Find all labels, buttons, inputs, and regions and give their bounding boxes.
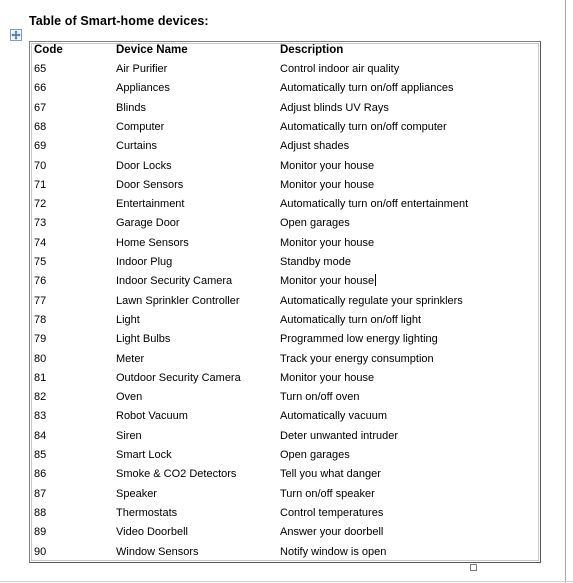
cell-device-name[interactable]: Light Bulbs — [116, 333, 171, 346]
cell-code[interactable]: 69 — [34, 140, 47, 153]
cell-device-name[interactable]: Blinds — [116, 101, 146, 114]
cell-code[interactable]: 82 — [34, 391, 47, 404]
cell-description[interactable]: Control temperatures — [280, 506, 384, 519]
cell-device-name[interactable]: Video Doorbell — [116, 526, 188, 539]
cell-description[interactable]: Standby mode — [280, 256, 351, 268]
cell-code[interactable]: 79 — [34, 333, 47, 346]
cell-description[interactable]: Automatically vacuum — [280, 410, 387, 423]
cell-device-name[interactable]: Home Sensors — [116, 236, 189, 249]
text-cursor — [375, 274, 376, 286]
table-row — [34, 157, 534, 176]
cell-description[interactable]: Open garages — [280, 449, 350, 461]
cell-device-name[interactable]: Indoor Plug — [116, 256, 173, 268]
cell-code[interactable]: 80 — [34, 352, 47, 365]
cell-description[interactable]: Track your energy consumption — [280, 352, 434, 365]
header-device-name: Device Name — [116, 44, 188, 56]
cell-code[interactable]: 73 — [34, 217, 47, 230]
cell-description[interactable]: Monitor your house — [280, 159, 375, 172]
cell-device-name[interactable]: Smart Lock — [116, 449, 172, 461]
cell-device-name[interactable]: Robot Vacuum — [116, 410, 188, 423]
cell-code[interactable]: 76 — [34, 275, 47, 288]
cell-description[interactable]: Open garages — [280, 217, 350, 230]
cell-device-name[interactable]: Air Purifier — [116, 63, 168, 75]
cell-code[interactable]: 86 — [34, 468, 47, 481]
table-resize-icon[interactable] — [470, 564, 477, 571]
page-edge — [565, 0, 566, 583]
table-row — [34, 137, 534, 156]
table-row — [34, 311, 534, 330]
table-row — [34, 350, 534, 369]
cell-description[interactable]: Adjust shades — [280, 140, 350, 153]
cell-description[interactable]: Monitor your house — [280, 371, 375, 384]
cell-device-name[interactable]: Appliances — [116, 82, 170, 95]
header-code: Code — [34, 44, 63, 56]
cell-description[interactable]: Control indoor air quality — [280, 63, 400, 75]
table-row — [34, 292, 534, 311]
cell-description[interactable]: Monitor your house — [280, 275, 375, 288]
cell-device-name[interactable]: Garage Door — [116, 217, 180, 230]
cell-description[interactable]: Automatically turn on/off light — [280, 313, 422, 326]
cell-device-name[interactable]: Speaker — [116, 487, 157, 500]
cell-code[interactable]: 89 — [34, 526, 47, 539]
cell-code[interactable]: 70 — [34, 159, 47, 172]
cell-code[interactable]: 68 — [34, 120, 47, 133]
table-row — [34, 543, 534, 562]
table-row — [34, 118, 534, 137]
table-row — [34, 388, 534, 407]
cell-description[interactable]: Programmed low energy lighting — [280, 333, 438, 346]
cell-description[interactable]: Deter unwanted intruder — [280, 429, 399, 442]
cell-device-name[interactable]: Oven — [116, 391, 143, 404]
cell-code[interactable]: 66 — [34, 82, 47, 95]
table-caption: Table of Smart-home devices: — [29, 14, 209, 28]
table-row — [34, 234, 534, 253]
cell-code[interactable]: 83 — [34, 410, 47, 423]
cell-code[interactable]: 81 — [34, 371, 47, 384]
table-row — [34, 407, 534, 426]
cell-description[interactable]: Monitor your house — [280, 236, 375, 249]
cell-description[interactable]: Answer your doorbell — [280, 526, 384, 539]
cell-code[interactable]: 85 — [34, 449, 47, 461]
cell-device-name[interactable]: Outdoor Security Camera — [116, 371, 241, 384]
cell-code[interactable]: 71 — [34, 178, 47, 191]
table-row — [34, 99, 534, 118]
table-row — [34, 60, 534, 79]
table-row — [34, 176, 534, 195]
table-row — [34, 272, 534, 291]
table-row — [34, 253, 534, 272]
table-row — [34, 427, 534, 446]
cell-device-name[interactable]: Door Locks — [116, 159, 172, 172]
table-row — [34, 465, 534, 484]
cell-code[interactable]: 78 — [34, 313, 47, 326]
cell-description[interactable]: Tell you what danger — [280, 468, 381, 481]
cell-device-name[interactable]: Meter — [116, 352, 145, 365]
cell-description[interactable]: Automatically turn on/off entertainment — [280, 198, 469, 211]
cell-device-name[interactable]: Door Sensors — [116, 178, 184, 191]
cell-device-name[interactable]: Window Sensors — [116, 545, 199, 558]
cell-description[interactable]: Automatically turn on/off computer — [280, 120, 447, 133]
table-row — [34, 195, 534, 214]
cell-code[interactable]: 77 — [34, 294, 47, 307]
cell-code[interactable]: 72 — [34, 198, 47, 211]
page-edge-bottom — [0, 581, 573, 582]
cell-code[interactable]: 67 — [34, 101, 47, 114]
cell-description[interactable]: Turn on/off oven — [280, 391, 360, 404]
table-row — [34, 330, 534, 349]
table-move-icon[interactable] — [10, 29, 22, 41]
table-header-row — [34, 41, 534, 60]
cell-code[interactable]: 74 — [34, 236, 47, 249]
cell-code[interactable]: 88 — [34, 506, 47, 519]
table-row — [34, 504, 534, 523]
cell-description[interactable]: Automatically regulate your sprinklers — [280, 294, 463, 307]
table-row — [34, 79, 534, 98]
cell-code[interactable]: 65 — [34, 63, 47, 75]
table-row — [34, 485, 534, 504]
cell-code[interactable]: 84 — [34, 429, 47, 442]
cell-device-name[interactable]: Thermostats — [116, 506, 178, 519]
cell-device-name[interactable]: Lawn Sprinkler Controller — [116, 294, 240, 307]
cell-device-name[interactable]: Smoke & CO2 Detectors — [116, 468, 237, 481]
cell-description[interactable]: Monitor your house — [280, 178, 375, 191]
cell-device-name[interactable]: Siren — [116, 429, 142, 442]
cell-device-name[interactable]: Curtains — [116, 140, 157, 153]
table-row — [34, 523, 534, 542]
cell-description[interactable]: Adjust blinds UV Rays — [280, 101, 389, 114]
cell-device-name[interactable]: Entertainment — [116, 198, 185, 211]
header-description: Description — [280, 44, 344, 56]
cell-description[interactable]: Automatically turn on/off appliances — [280, 82, 454, 95]
cell-device-name[interactable]: Indoor Security Camera — [116, 275, 233, 288]
cell-code[interactable]: 90 — [34, 545, 47, 558]
cell-code[interactable]: 75 — [34, 256, 47, 268]
table-row — [34, 214, 534, 233]
cell-device-name[interactable]: Light — [116, 313, 140, 326]
cell-description[interactable]: Turn on/off speaker — [280, 487, 375, 500]
table-row — [34, 369, 534, 388]
cell-description[interactable]: Notify window is open — [280, 545, 387, 558]
cell-device-name[interactable]: Computer — [116, 120, 165, 133]
table-row — [34, 446, 534, 465]
cell-code[interactable]: 87 — [34, 487, 47, 500]
